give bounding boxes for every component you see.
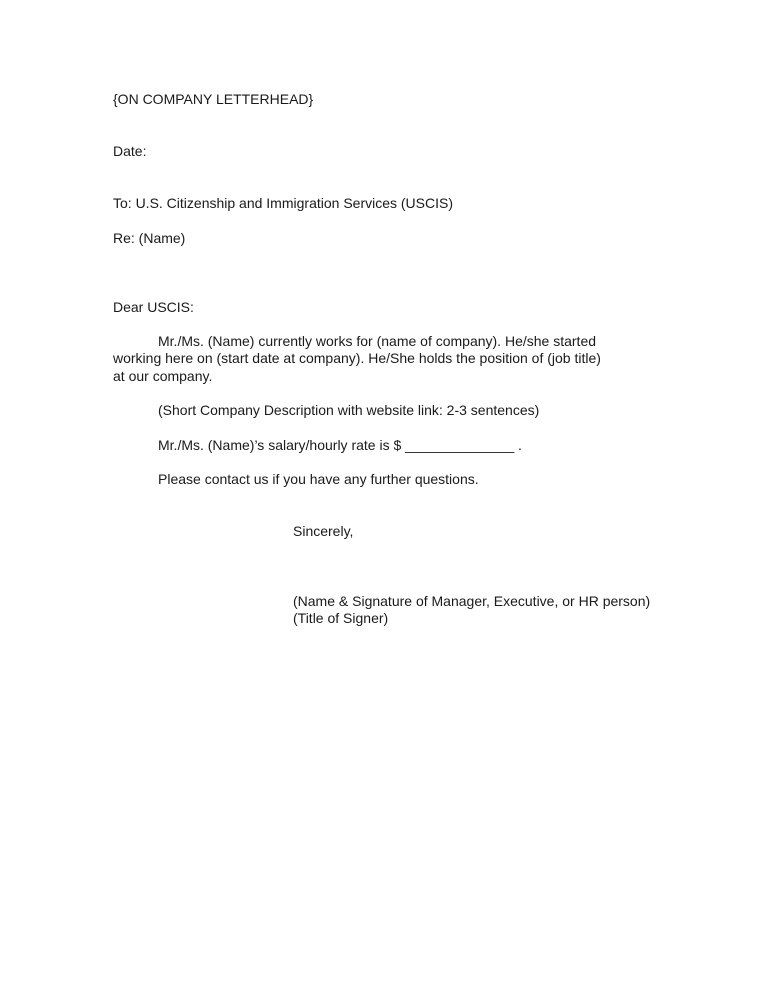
body-paragraph-1-line-2: working here on (start date at company). He/She holds the position of (job title)	[113, 350, 601, 366]
subject-line: Re: (Name)	[113, 230, 186, 246]
closing: Sincerely,	[293, 523, 354, 539]
body-paragraph-1-line-1: Mr./Ms. (Name) currently works for (name of company). He/she started	[158, 333, 597, 349]
contact-line: Please contact us if you have any further questions.	[158, 471, 479, 487]
company-description: (Short Company Description with website link: 2-3 sentences)	[158, 402, 540, 418]
letterhead-placeholder: {ON COMPANY LETTERHEAD}	[113, 91, 314, 107]
salutation: Dear USCIS:	[113, 299, 194, 315]
date-label: Date:	[113, 143, 147, 159]
recipient-line: To: U.S. Citizenship and Immigration Services (USCIS)	[113, 195, 453, 211]
salary-line: Mr./Ms. (Name)’s salary/hourly rate is $ ______________ .	[158, 437, 522, 453]
body-paragraph-1-line-3: at our company.	[113, 368, 213, 384]
signer-name-line: (Name & Signature of Manager, Executive, or HR person)	[293, 593, 651, 609]
signer-title-line: (Title of Signer)	[293, 610, 389, 626]
